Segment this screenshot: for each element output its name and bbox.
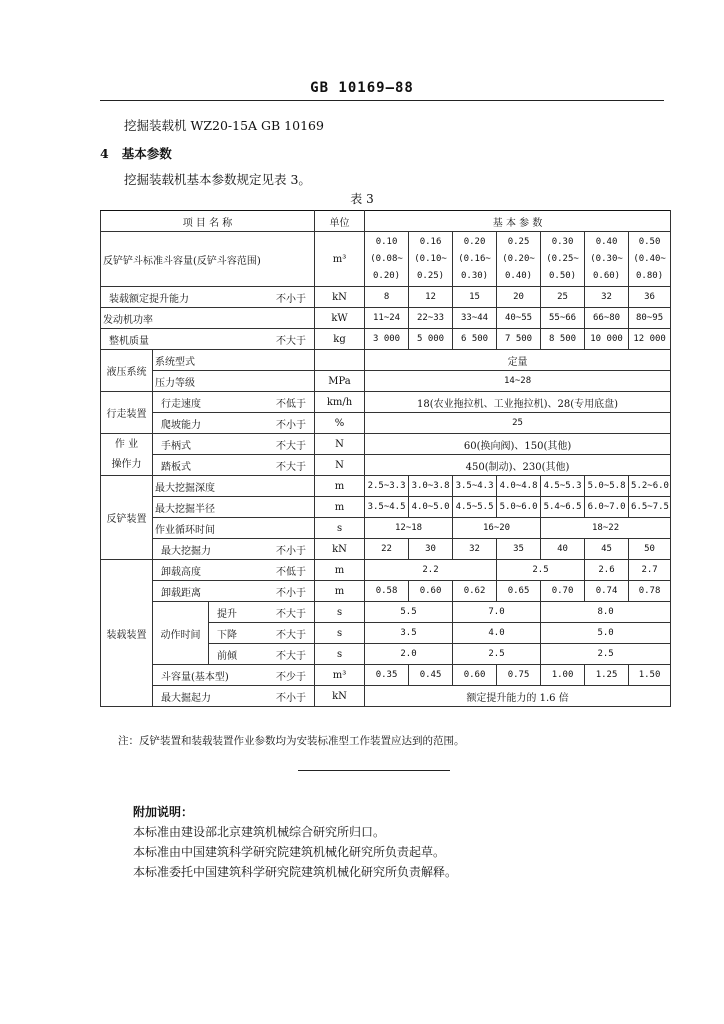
table-cell: 0.20: [463, 236, 486, 247]
table-row: [101, 539, 671, 560]
table-caption: 表 3: [350, 192, 374, 206]
table-cell: 3.0~3.8: [409, 476, 453, 497]
table-cell: 60(换向阀)、150(其他): [365, 434, 671, 455]
row-unit: kg: [315, 329, 365, 350]
table-cell: 4.0~5.0: [409, 497, 453, 518]
row-unit: s: [315, 623, 365, 644]
row-condition: 不大于: [276, 629, 307, 641]
model-designation: 挖掘装载机 WZ20-15A GB 10169: [124, 118, 324, 133]
table-row: [101, 350, 671, 371]
row-unit: kN: [315, 287, 365, 308]
table-row: [101, 602, 671, 623]
row-label: 发动机功率: [101, 308, 315, 329]
row-label: 卸载高度: [161, 566, 201, 578]
table-cell: 0.78: [629, 581, 671, 602]
row-label: 行走速度: [161, 398, 201, 410]
table-cell: 80~95: [629, 308, 671, 329]
table-cell: 18~22: [541, 518, 671, 539]
table-cell: 55~66: [541, 308, 585, 329]
row-unit: s: [315, 644, 365, 665]
table-row: [101, 413, 671, 434]
group-label: 操作力: [111, 458, 142, 470]
table-cell: 额定提升能力的 1.6 倍: [365, 686, 671, 707]
row-unit: m: [315, 497, 365, 518]
table-cell: 4.0: [453, 623, 541, 644]
row-label: 最大挖掘力: [161, 545, 211, 557]
table-cell: 2.5: [497, 560, 585, 581]
table-row: [101, 329, 671, 350]
additional-note-line: 本标准委托中国建筑科学研究院建筑机械化研究所负责解释。: [133, 865, 458, 879]
table-cell: 6 500: [453, 329, 497, 350]
row-condition: 不大于: [276, 335, 307, 347]
row-unit: %: [315, 413, 365, 434]
table-row: [101, 308, 671, 329]
table-cell: 0.50: [638, 236, 661, 247]
row-label: 卸载距离: [161, 587, 201, 599]
table-note: 注：反铲装置和装载装置作业参数均为安装标准型工作装置应达到的范围。: [118, 735, 465, 747]
table-cell: 32: [585, 287, 629, 308]
group-label: 装载装置: [101, 560, 153, 707]
table-cell: 36: [629, 287, 671, 308]
row-unit: kN: [315, 539, 365, 560]
table-cell: 8 500: [541, 329, 585, 350]
section-number: 4: [100, 146, 109, 161]
table-cell: 2.5: [541, 644, 671, 665]
table-row: [101, 287, 671, 308]
group-label: 液压系统: [101, 350, 153, 392]
table-cell: (0.16~: [458, 253, 491, 264]
row-unit: m: [315, 476, 365, 497]
table-row: [101, 455, 671, 476]
row-label: 前倾: [217, 650, 237, 662]
basic-parameters-table: [100, 210, 671, 707]
table-cell: 0.80): [636, 270, 664, 281]
table-cell: 15: [453, 287, 497, 308]
table-cell: (0.20~: [502, 253, 535, 264]
row-label: 装载额定提升能力: [109, 293, 189, 305]
table-cell: 6.0~7.0: [585, 497, 629, 518]
row-label: 最大挖掘深度: [153, 476, 315, 497]
row-condition: 不大于: [276, 608, 307, 620]
table-cell: 0.20): [372, 270, 401, 281]
table-cell: 0.65: [497, 581, 541, 602]
table-cell: 32: [453, 539, 497, 560]
table-cell: 0.40: [595, 236, 618, 247]
row-condition: 不大于: [276, 650, 307, 662]
header-rule: [100, 100, 664, 101]
row-condition: 不少于: [276, 671, 307, 683]
table-cell: 12~18: [365, 518, 453, 539]
table-cell: 3 000: [365, 329, 409, 350]
table-row: [101, 232, 671, 287]
header-unit: 单位: [315, 211, 365, 232]
table-cell: (0.30~: [590, 253, 623, 264]
table-cell: 1.00: [541, 665, 585, 686]
table-cell: 22: [365, 539, 409, 560]
table-cell: 8: [365, 287, 409, 308]
group-label: 行走装置: [101, 392, 153, 434]
table-cell: 66~80: [585, 308, 629, 329]
table-cell: 33~44: [453, 308, 497, 329]
table-cell: 25: [541, 287, 585, 308]
row-unit: m³: [315, 665, 365, 686]
table-cell: 11~24: [365, 308, 409, 329]
table-cell: 0.62: [453, 581, 497, 602]
table-cell: 35: [497, 539, 541, 560]
table-cell: 0.75: [497, 665, 541, 686]
row-label: 作业循环时间: [153, 518, 315, 539]
section-text: 挖掘装载机基本参数规定见表 3。: [124, 172, 311, 187]
row-unit: s: [315, 518, 365, 539]
table-row: [101, 686, 671, 707]
table-row: [101, 518, 671, 539]
bucket-capacity-label: 反铲铲斗标准斗容量(反铲斗容范围): [101, 232, 315, 287]
row-label: 踏板式: [161, 461, 191, 473]
table-cell: 45: [585, 539, 629, 560]
table-cell: 2.2: [365, 560, 497, 581]
row-label: 斗容量(基本型): [161, 671, 229, 683]
table-cell: (0.08~: [370, 253, 403, 264]
row-unit: s: [315, 602, 365, 623]
table-cell: 8.0: [541, 602, 671, 623]
table-cell: 7.0: [453, 602, 541, 623]
table-row: [101, 392, 671, 413]
table-cell: 3.5~4.5: [365, 497, 409, 518]
table-cell: 5 000: [409, 329, 453, 350]
row-label: 下降: [217, 629, 237, 641]
table-cell: 0.60): [592, 270, 621, 281]
table-cell: 25: [365, 413, 671, 434]
row-label: 提升: [217, 608, 237, 620]
table-cell: 0.50): [548, 270, 577, 281]
table-header-row: [101, 211, 671, 232]
row-label: 整机质量: [109, 335, 149, 347]
table-cell: 0.16: [419, 236, 442, 247]
section-title: 基本参数: [121, 146, 172, 161]
table-cell: 0.25: [507, 236, 530, 247]
table-row: [101, 665, 671, 686]
table-cell: 10 000: [585, 329, 629, 350]
table-cell: 5.5: [365, 602, 453, 623]
table-cell: 18(农业拖拉机、工业拖拉机)、28(专用底盘): [365, 392, 671, 413]
row-label: 最大掘起力: [161, 692, 211, 704]
row-label: 最大挖掘半径: [153, 497, 315, 518]
row-label: 爬坡能力: [161, 419, 201, 431]
table-cell: 5.0: [541, 623, 671, 644]
table-cell: 0.58: [365, 581, 409, 602]
table-cell: 0.70: [541, 581, 585, 602]
row-unit: N: [315, 455, 365, 476]
table-cell: 14~28: [365, 371, 671, 392]
table-cell: 7 500: [497, 329, 541, 350]
table-cell: 2.0: [365, 644, 453, 665]
table-cell: 4.5~5.3: [541, 476, 585, 497]
table-row: [101, 497, 671, 518]
row-unit: kW: [315, 308, 365, 329]
row-condition: 不低于: [276, 398, 307, 410]
table-cell: 0.60: [453, 665, 497, 686]
row-unit: MPa: [315, 371, 365, 392]
table-row: [101, 560, 671, 581]
table-cell: 22~33: [409, 308, 453, 329]
table-row: [101, 371, 671, 392]
table-cell: 30: [409, 539, 453, 560]
row-label: 系统型式: [153, 350, 315, 371]
row-unit: N: [315, 434, 365, 455]
row-condition: 不小于: [276, 545, 307, 557]
table-cell: 2.5~3.3: [365, 476, 409, 497]
row-label: 压力等级: [153, 371, 315, 392]
table-cell: 0.25): [416, 270, 445, 281]
table-cell: 5.4~6.5: [541, 497, 585, 518]
table-cell: 3.5: [365, 623, 453, 644]
table-cell: 0.35: [365, 665, 409, 686]
table-cell: 0.30): [460, 270, 489, 281]
table-cell: 12 000: [629, 329, 671, 350]
row-label: 动作时间: [153, 602, 209, 665]
row-condition: 不大于: [276, 440, 307, 452]
table-cell: (0.25~: [546, 253, 579, 264]
row-condition: 不小于: [276, 587, 307, 599]
header-params: 基 本 参 数: [365, 211, 671, 232]
row-condition: 不大于: [276, 461, 307, 473]
row-condition: 不小于: [276, 692, 307, 704]
row-unit: km/h: [315, 392, 365, 413]
table-cell: 16~20: [453, 518, 541, 539]
row-unit: m: [315, 581, 365, 602]
table-cell: 1.50: [629, 665, 671, 686]
bucket-capacity-unit: m³: [315, 232, 365, 287]
table-cell: 5.2~6.0: [629, 476, 671, 497]
separator-rule: [298, 770, 450, 771]
table-cell: 5.0~6.0: [497, 497, 541, 518]
section-heading: [100, 144, 172, 162]
row-condition: 不小于: [276, 293, 307, 305]
table-cell: 0.60: [409, 581, 453, 602]
table-cell: 6.5~7.5: [629, 497, 671, 518]
additional-note-line: 本标准由建设部北京建筑机械综合研究所归口。: [133, 825, 386, 839]
standard-code-header: GB 10169—88: [310, 80, 414, 96]
table-cell: 1.25: [585, 665, 629, 686]
additional-note-line: 本标准由中国建筑科学研究院建筑机械化研究所负责起草。: [133, 845, 446, 859]
table-cell: 450(制动)、230(其他): [365, 455, 671, 476]
table-cell: 40: [541, 539, 585, 560]
group-label: 反铲装置: [101, 476, 153, 560]
table-cell: 5.0~5.8: [585, 476, 629, 497]
table-cell: 2.5: [453, 644, 541, 665]
table-cell: 2.6: [585, 560, 629, 581]
table-cell: 0.40): [504, 270, 533, 281]
row-label: 手柄式: [161, 440, 191, 452]
table-cell: 0.45: [409, 665, 453, 686]
row-unit: kN: [315, 686, 365, 707]
table-row: [101, 581, 671, 602]
table-cell: (0.40~: [633, 253, 666, 264]
table-cell: 定量: [365, 350, 671, 371]
group-label: 作 业: [114, 438, 139, 450]
row-condition: 不低于: [276, 566, 307, 578]
additional-notes-title: 附加说明：: [133, 805, 194, 819]
table-cell: (0.10~: [414, 253, 447, 264]
header-item: 项 目 名 称: [101, 211, 315, 232]
row-condition: 不小于: [276, 419, 307, 431]
table-cell: 40~55: [497, 308, 541, 329]
table-row: [101, 476, 671, 497]
table-cell: 0.30: [551, 236, 574, 247]
table-cell: 4.5~5.5: [453, 497, 497, 518]
table-cell: 0.74: [585, 581, 629, 602]
table-cell: 12: [409, 287, 453, 308]
table-cell: 4.0~4.8: [497, 476, 541, 497]
row-unit: m: [315, 560, 365, 581]
table-cell: 3.5~4.3: [453, 476, 497, 497]
table-cell: 20: [497, 287, 541, 308]
table-cell: 50: [629, 539, 671, 560]
table-row: [101, 434, 671, 455]
table-cell: 0.10: [375, 236, 398, 247]
table-cell: 2.7: [629, 560, 671, 581]
